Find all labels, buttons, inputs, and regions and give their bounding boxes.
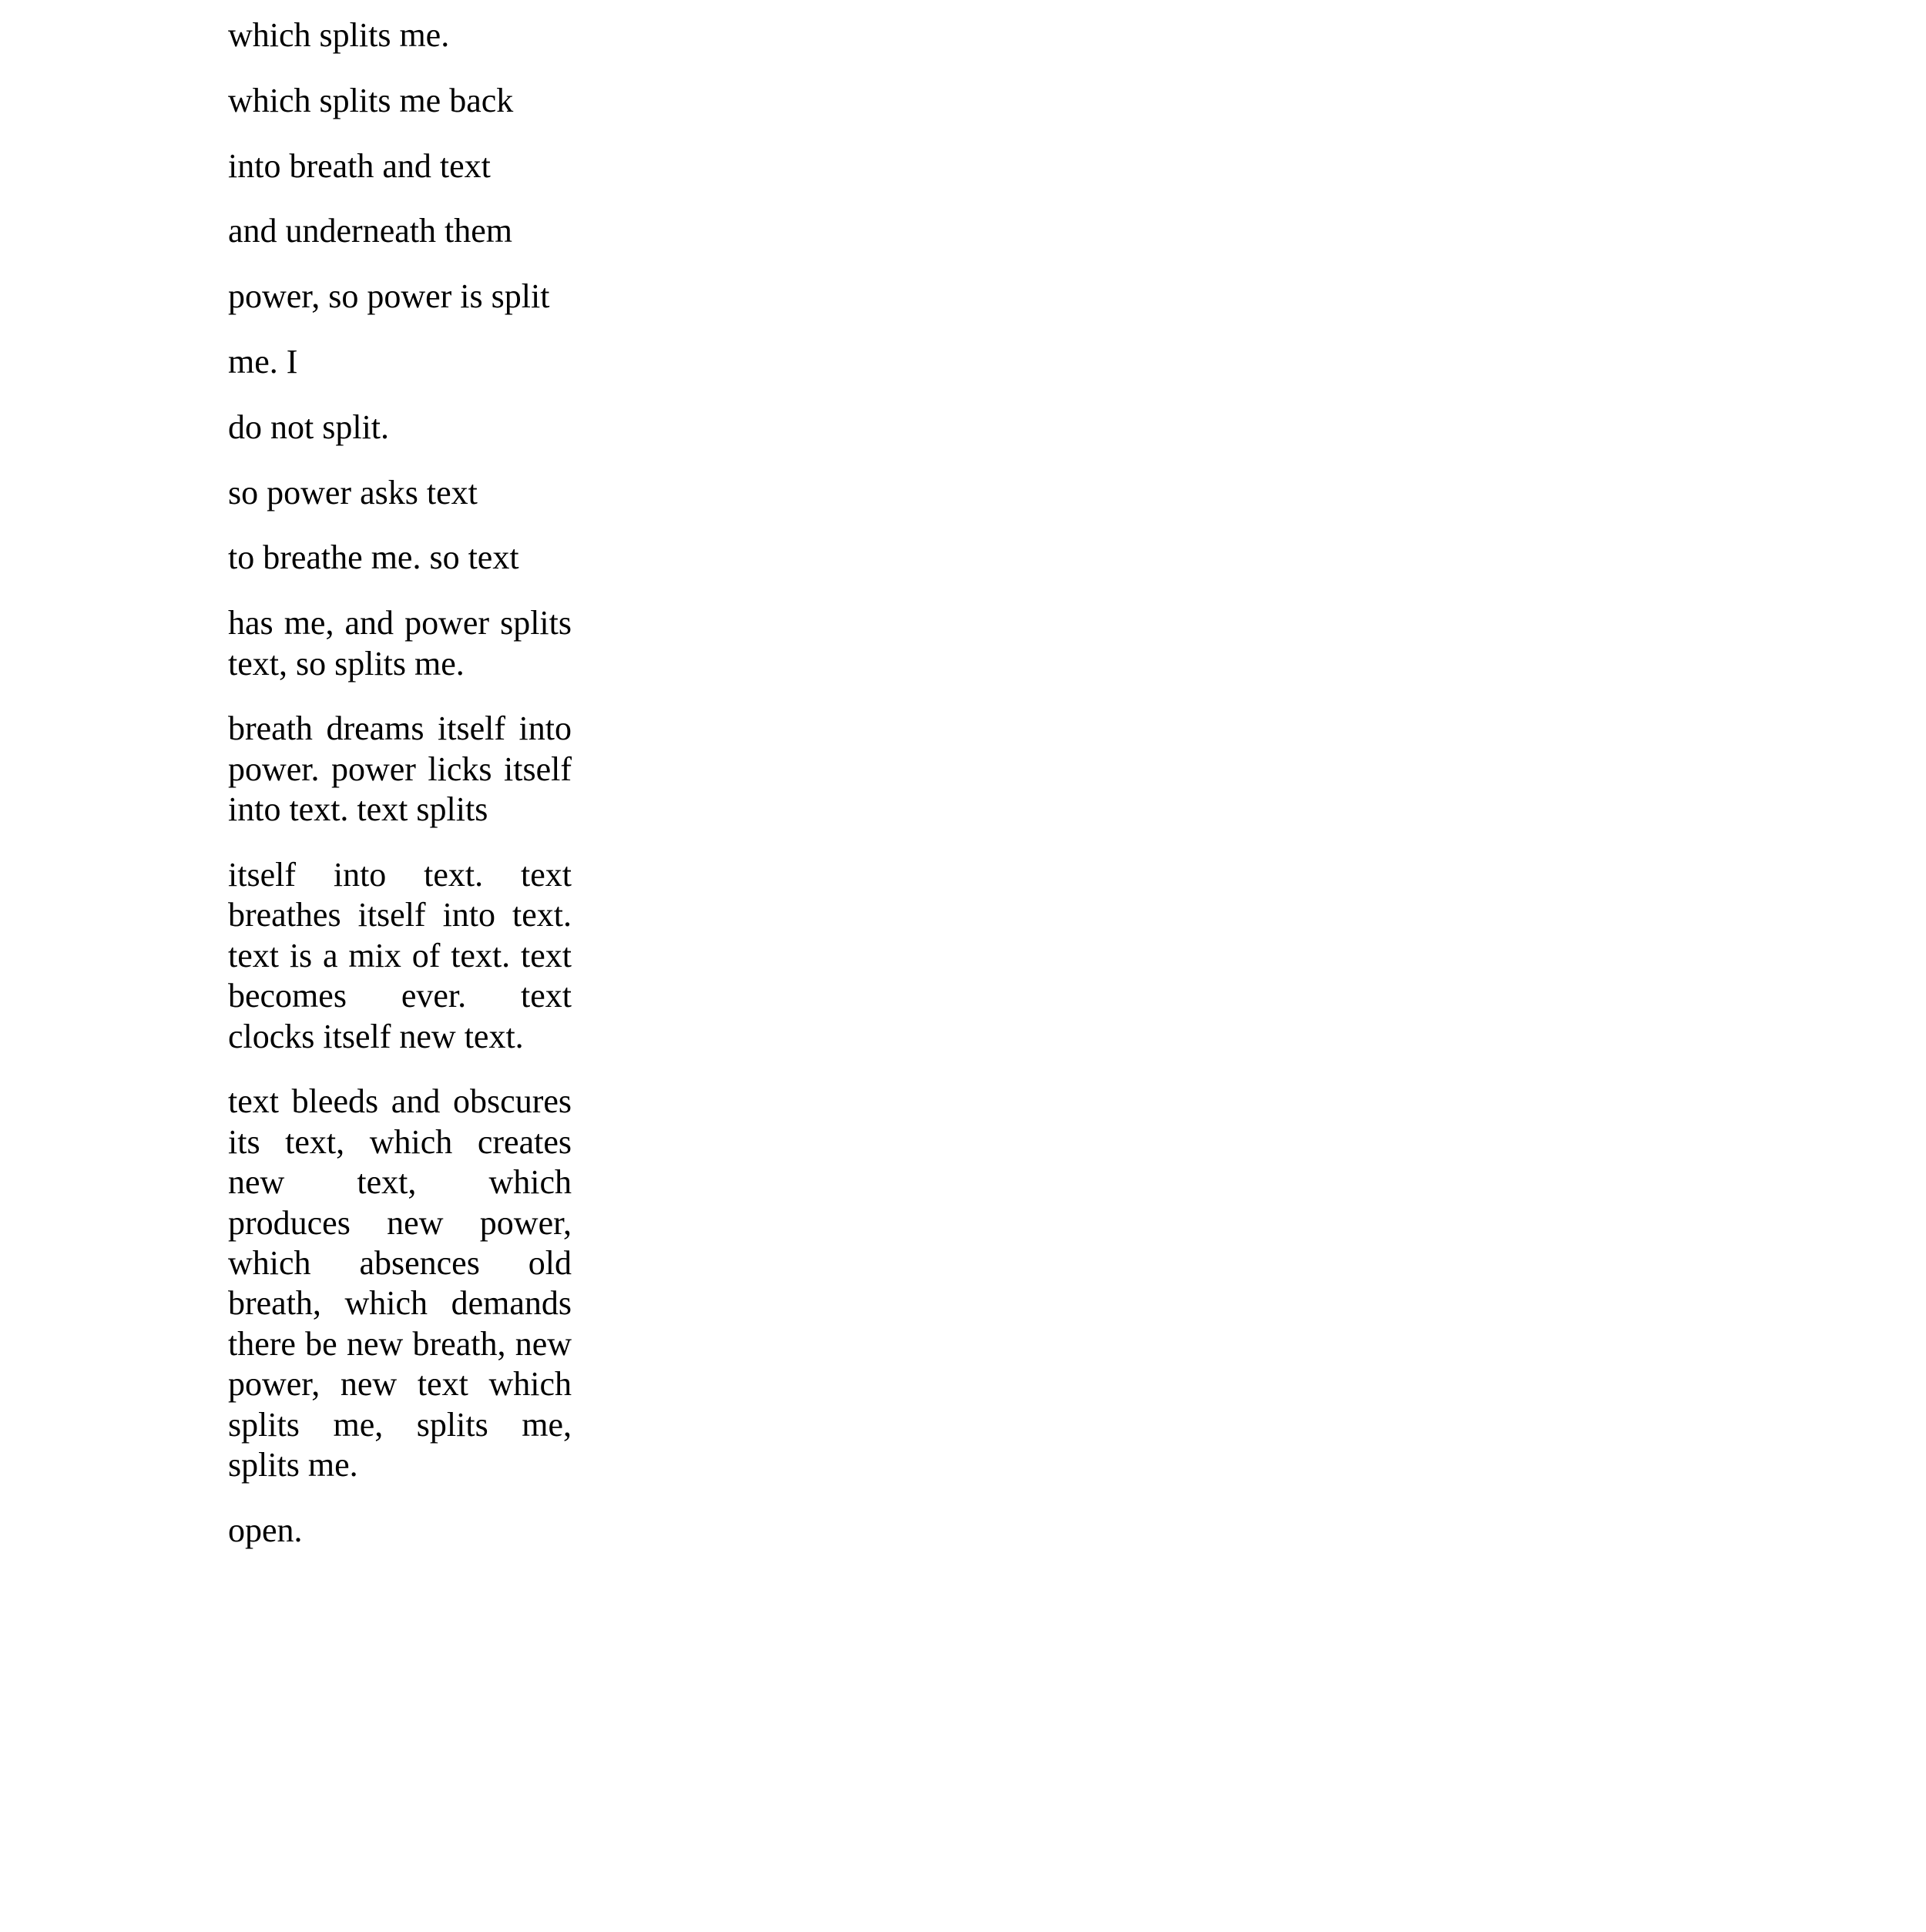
- stanza-4: and underneath them: [228, 212, 512, 250]
- stanza-9: to breathe me. so text: [228, 538, 519, 577]
- stanza-3: into breath and text: [228, 146, 491, 185]
- stanza-14: open.: [228, 1511, 303, 1549]
- stanza-12: itself into text. text breathes itself into text. text is a mix of text. text becomes ever. text clocks itself new text.: [228, 855, 572, 1055]
- poem-body: [228, 15, 572, 1576]
- stanza-2: which splits me back: [228, 81, 514, 119]
- stanza-10: has me, and power splits text, so splits me.: [228, 604, 572, 683]
- stanza-5: power, so power is split: [228, 277, 550, 316]
- stanza-11: breath dreams itself into power. power licks itself into text. text splits: [228, 709, 572, 829]
- stanza-1: which splits me.: [228, 16, 450, 54]
- stanza-6: me. I: [228, 342, 298, 381]
- stanza-7: do not split.: [228, 408, 390, 446]
- stanza-13: text bleeds and obscures its text, which creates new text, which produces new power, which absences old breath, which demands there be new breath, new power, new text which splits me, splits me, splits me.: [228, 1082, 572, 1484]
- stanza-8: so power asks text: [228, 473, 478, 512]
